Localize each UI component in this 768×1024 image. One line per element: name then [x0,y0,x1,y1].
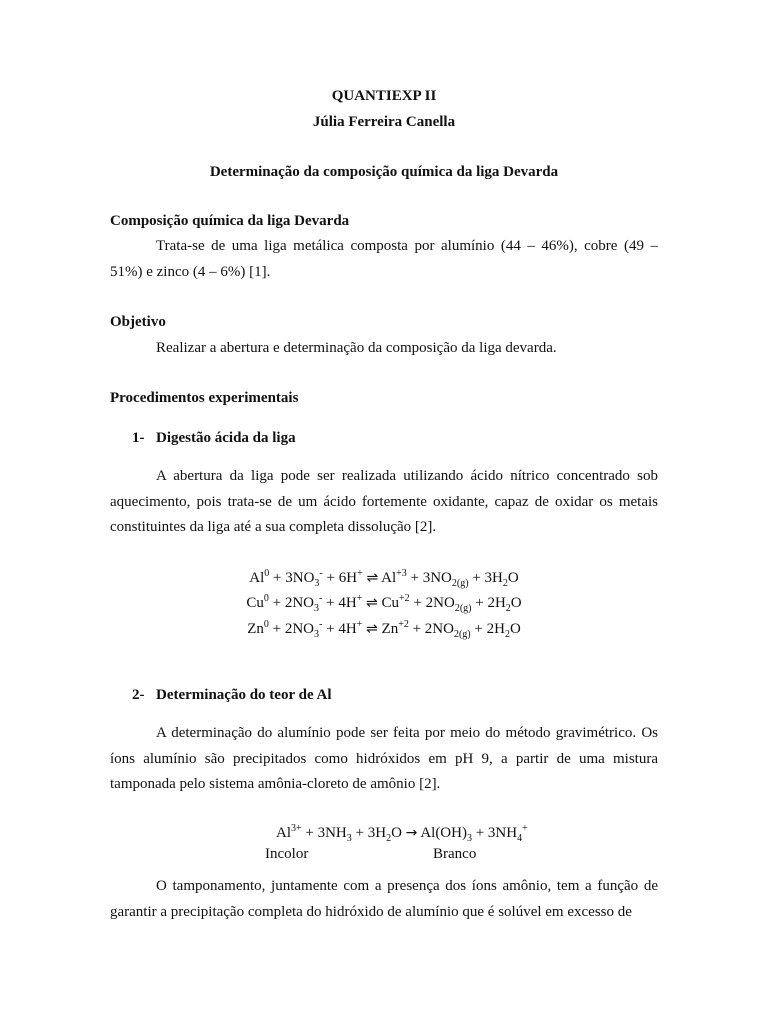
step1-heading [132,429,296,447]
objective-paragraph [110,336,658,362]
step2-text-2: O tamponamento, juntamente com a presença dos íons amônio, tem a função de garantir a precipitação completa do hidróxido de alumínio que é solúvel em excesso de [110,878,658,920]
step1-number: 1- [132,430,145,446]
step1-text: A abertura da liga pode ser realizada utilizando ácido nítrico concentrado sob aquecimento, pois trata-se de um ácido fortemente oxidante, capaz de oxidar os metais constituintes da liga até a sua completa dissolução [2]. [110,468,658,535]
equation-aluminum-hydroxide: $Al^{3+} + 3NH_3 + 3H_2O \to Al(OH)_3 + 3NH_4^+$ [276,823,528,844]
label-white: Branco [433,846,477,862]
procedures-heading: Procedimentos experimentais [110,390,299,406]
label-colorless: Incolor [265,846,309,862]
equation-copper: $Cu^0 + 2NO_3^- + 4H^+$ ⇌ $Cu^{+2} + 2NO_{2(g)} + 2H_2O$ [246,593,522,614]
composition-paragraph [110,234,658,285]
step2-heading [132,686,332,704]
step2-number: 2- [132,687,145,703]
step1-paragraph [110,464,658,541]
step2-paragraph [110,721,658,798]
step1-title: Digestão ácida da liga [156,430,296,446]
step2-text: A determinação do alumínio pode ser feita por meio do método gravimétrico. Os íons alumínio são precipitados como hidróxidos em pH 9, a partir de uma mistura tamponada pelo sistema amônia-cloreto de amônio [2]. [110,725,658,792]
equation-aluminum: $Al^0 + 3NO_3^- + 6H^+$ ⇌ $Al^{+3} + 3NO_{2(g)} + 3H_2O$ [249,568,519,589]
step2-title: Determinação do teor de Al [156,687,332,703]
objective-heading: Objetivo [110,314,166,330]
author-name: Júlia Ferreira Canella [312,114,456,130]
objective-text: Realizar a abertura e determinação da composição da liga devarda. [156,340,557,356]
composition-text: Trata-se de uma liga metálica composta por alumínio (44 – 46%), cobre (49 – 51%) e zinco (4 – 6%) [1]. [110,238,658,280]
step2-paragraph-2 [110,874,658,925]
document-title: Determinação da composição química da liga Devarda [209,164,559,180]
equation-zinc: $Zn^0 + 2NO_3^- + 4H^+$ ⇌ $Zn^{+2} + 2NO_{2(g)} + 2H_2O$ [247,619,521,640]
composition-heading: Composição química da liga Devarda [110,213,350,229]
course-title: QUANTIEXP II [331,88,437,104]
